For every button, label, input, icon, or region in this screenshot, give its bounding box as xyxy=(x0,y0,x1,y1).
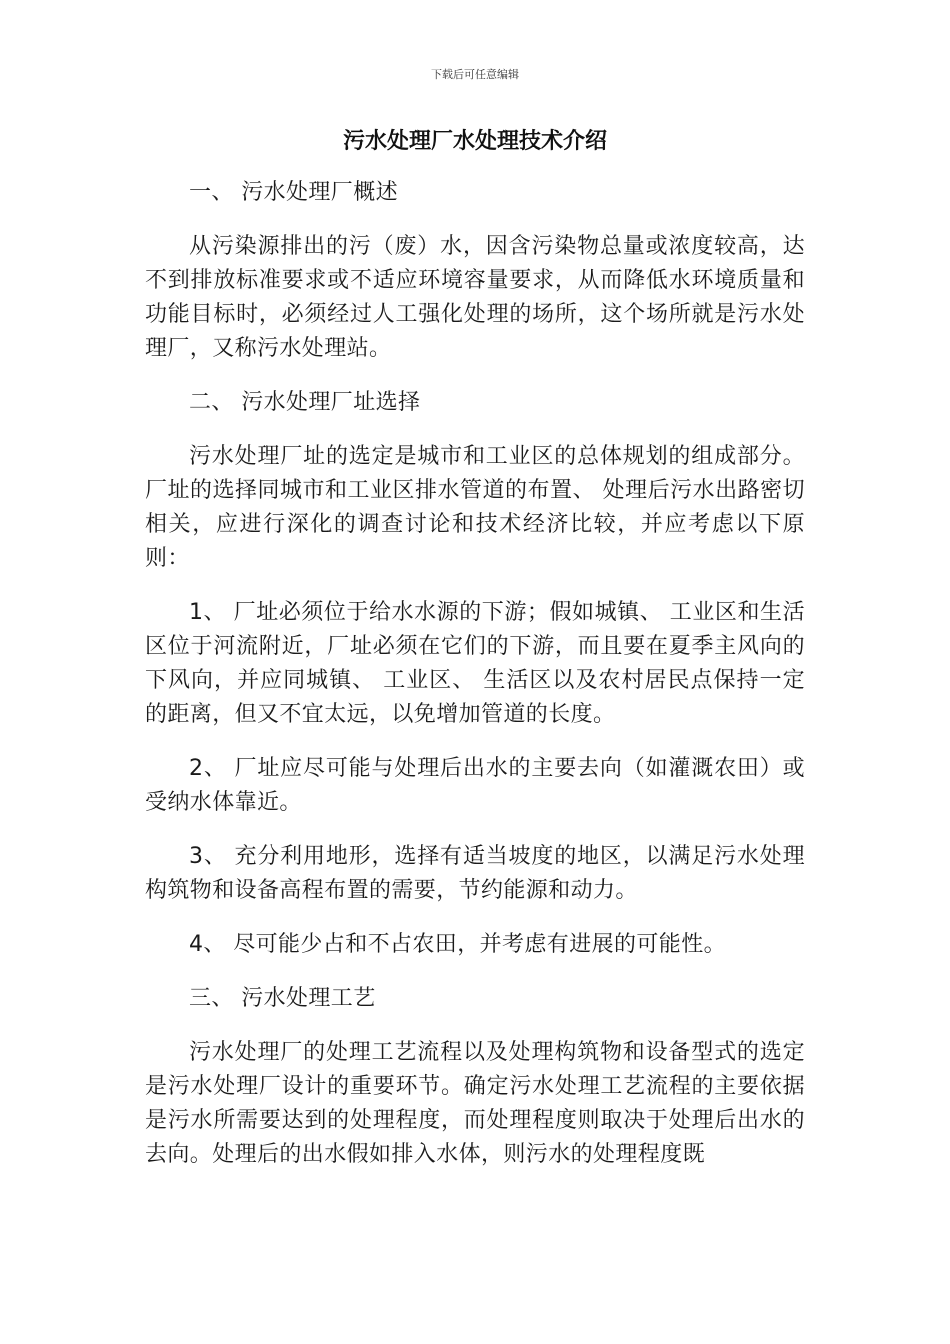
document-title: 污水处理厂水处理技术介绍 xyxy=(342,129,607,154)
section-heading-process: 三、 污水处理工艺 xyxy=(189,986,376,1011)
paragraph-process: 污水处理厂的处理工艺流程以及处理构筑物和设备型式的选定是污水处理厂设计的重要环节。确定污水处理工艺流程的主要依据是污水所需要达到的处理程度，而处理程度则取决于处理后出水的去向。处理后的出水假如排入水体，则污水的处理程度既 xyxy=(145,1040,805,1167)
paragraph-site-selection: 污水处理厂址的选定是城市和工业区的总体规划的组成部分。厂址的选择同城市和工业区排水管道的布置、 处理后污水出路密切相关，应进行深化的调查讨论和技术经济比较，并应考虑以下原则： xyxy=(145,444,805,571)
paragraph-overview: 从污染源排出的污（废）水，因含污染物总量或浓度较高，达不到排放标准要求或不适应环境容量要求，从而降低水环境质量和功能目标时，必须经过人工强化处理的场所，这个场所就是污水处理厂，又称污水处理站。 xyxy=(145,234,805,361)
list-item-principle-2: 2、 厂址应尽可能与处理后出水的主要去向（如灌溉农田）或受纳水体靠近。 xyxy=(145,756,805,815)
section-heading-overview: 一、 污水处理厂概述 xyxy=(189,180,398,205)
section-heading-site-selection: 二、 污水处理厂址选择 xyxy=(189,390,421,415)
list-item-principle-1: 1、 厂址必须位于给水水源的下游；假如城镇、 工业区和生活区位于河流附近，厂址必须在它们的下游，而且要在夏季主风向的下风向，并应同城镇、 工业区、 生活区以及农村居民点保持一定的距离，但又不宜太远，以免增加管道的长度。 xyxy=(145,600,805,727)
list-item-principle-3: 3、 充分利用地形，选择有适当坡度的地区，以满足污水处理构筑物和设备高程布置的需要，节约能源和动力。 xyxy=(145,844,805,903)
document-body xyxy=(145,176,805,1192)
page-header-note: 下载后可任意编辑 xyxy=(431,68,519,81)
list-item-principle-4: 4、 尽可能少占和不占农田，并考虑有进展的可能性。 xyxy=(189,932,726,957)
